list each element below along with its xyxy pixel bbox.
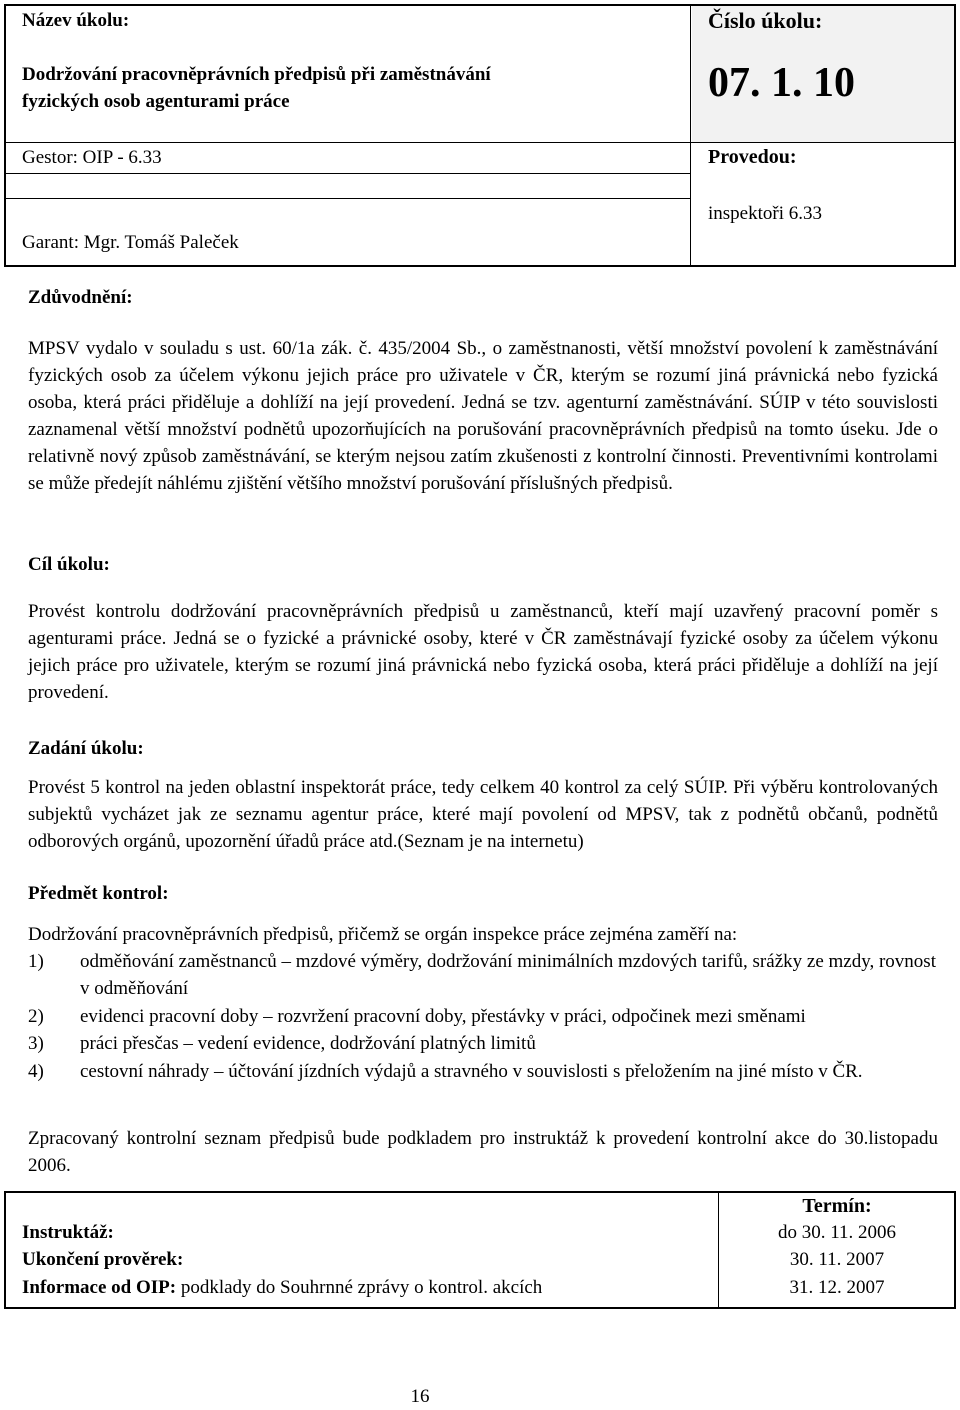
name-label: Název úkolu: xyxy=(22,10,130,31)
goal-heading: Cíl úkolu: xyxy=(28,554,110,575)
header-divider-2 xyxy=(5,173,691,174)
list-item-text: cestovní náhrady – účtování jízdních výdajů a stravného v souvislosti s přeložením na jiné místo v ČR. xyxy=(80,1061,863,1082)
goal-text: Provést kontrolu dodržování pracovněprávních předpisů u zaměstnanců, kteří mají uzavřený pracovní poměr s agenturami práce. Jedná se o fyzické a právnické osoby, které v ČR zaměstnávají fyzické osoby za účelem výkonu jejich práce pro uživatele, kterým se rozumí jiná právnická nebo fyzická osoba, která práci přiděluje a dohlíží na její provedení. xyxy=(28,601,938,703)
completion-label: Ukončení prověrek: xyxy=(22,1249,184,1270)
info-row xyxy=(22,1274,542,1301)
instruction-date: do 30. 11. 2006 xyxy=(777,1222,897,1243)
instruction-label: Instruktáž: xyxy=(22,1222,114,1243)
justification-text: MPSV vydalo v souladu s ust. 60/1a zák. č. 435/2004 Sb., o zaměstnanosti, větší množství povolení k zaměstnávání fyzických osob za účelem výkonu jejich práce pro uživatele v ČR, kterým se rozumí jiná právnická nebo fyzická osoba, která práci přiděluje a dohlíží na její provedení. Jedná se tzv. agenturní zaměstnávání. SÚIP v této souvislosti zaznamenal větší množství podnětů upozorňujících na porušování pracovněprávních předpisů na tomto úseku. Jde o relativně nový způsob zaměstnávání, se kterým nejsou zatím zkušenosti z kontrolní činnosti. Preventivními kontrolami se může předejít náhlému zjištění většího množství porušování příslušných předpisů. xyxy=(28,338,938,494)
header-divider-vertical xyxy=(690,5,691,266)
header-divider-3 xyxy=(5,198,691,199)
subject-heading: Předmět kontrol: xyxy=(28,883,169,904)
performed-label: Provedou: xyxy=(708,146,797,168)
term-label: Termín: xyxy=(802,1195,872,1217)
guarantor: Garant: Mgr. Tomáš Paleček xyxy=(22,232,239,253)
info-date: 31. 12. 2007 xyxy=(789,1277,885,1298)
subject-intro: Dodržování pracovněprávních předpisů, přičemž se orgán inspekce práce zejména zaměří na: xyxy=(28,924,738,945)
justification-heading: Zdůvodnění: xyxy=(28,287,133,308)
list-item-text: práci přesčas – vedení evidence, dodržování platných limitů xyxy=(80,1033,536,1054)
completion-date: 30. 11. 2007 xyxy=(789,1249,885,1270)
task-title-line-1: Dodržování pracovněprávních předpisů při zaměstnávání xyxy=(22,64,491,85)
assignment-heading: Zadání úkolu: xyxy=(28,738,144,759)
list-item-number: 2) xyxy=(28,1006,44,1027)
header-divider-1 xyxy=(5,142,955,143)
list-item-number: 1) xyxy=(28,951,44,972)
task-title-line-2: fyzických osob agenturami práce xyxy=(22,91,290,112)
page-number: 16 xyxy=(410,1386,430,1407)
task-number: 07. 1. 10 xyxy=(708,60,855,106)
info-text: podklady do Souhrnné zprávy o kontrol. akcích xyxy=(176,1277,543,1298)
info-label: Informace od OIP: xyxy=(22,1277,177,1298)
list-item-number: 4) xyxy=(28,1061,44,1082)
number-label: Číslo úkolu: xyxy=(708,8,823,33)
gestor: Gestor: OIP - 6.33 xyxy=(22,147,162,168)
subject-closing: Zpracovaný kontrolní seznam předpisů bude podkladem pro instruktáž k provedení kontrolní akce do 30.listopadu 2006. xyxy=(28,1128,938,1176)
list-item-text: odměňování zaměstnanců – mzdové výměry, dodržování minimálních mzdových tarifů, srážky ze mzdy, rovnost v odměňování xyxy=(80,951,936,999)
assignment-text: Provést 5 kontrol na jeden oblastní inspektorát práce, tedy celkem 40 kontrol za celý SÚIP. Při výběru kontrolovaných subjektů vycházet jak ze seznamu agentur práce, které mají povolení od MPSV, tak z podnětů občanů, podnětů odborových orgánů, upozornění úřadů práce atd.(Seznam je na internetu) xyxy=(28,777,938,852)
list-item-text: evidenci pracovní doby – rozvržení pracovní doby, přestávky v práci, odpočinek mezi směnami xyxy=(80,1006,806,1027)
performed-value: inspektoři 6.33 xyxy=(708,203,822,224)
list-item-number: 3) xyxy=(28,1033,44,1054)
